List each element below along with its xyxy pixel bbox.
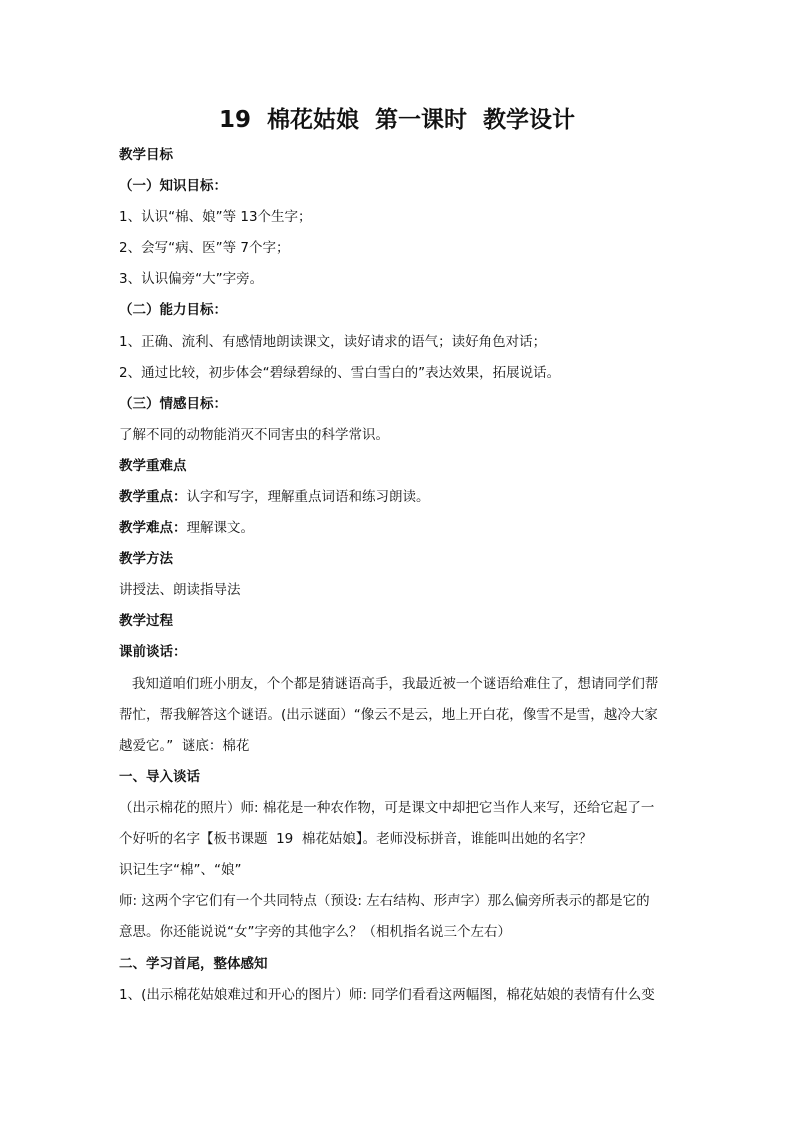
part1-heading: 一、导入谈话	[119, 769, 200, 785]
emotion-text: 了解不同的动物能消灭不同害虫的科学常识。	[119, 427, 389, 443]
key-difficult-heading: 教学重难点	[119, 458, 187, 474]
paragraph-line: 帮忙，帮我解答这个谜语。(出示谜面）“像云不是云，地上开白花，像雪不是雪，越冷大家	[119, 707, 658, 723]
part2-heading: 二、学习首尾，整体感知	[119, 956, 268, 972]
ability-heading: （二）能力目标：	[119, 302, 227, 318]
paragraph-line: 我知道咱们班小朋友，个个都是猜谜语高手，我最近被一个谜语给难住了，想请同学们帮	[119, 676, 659, 692]
knowledge-item: 1、认识“棉、娘”等 13个生字；	[119, 209, 312, 225]
paragraph-line: 识记生字“棉”、“娘”	[119, 862, 242, 878]
page-title: 19 棉花姑娘 第一课时 教学设计	[218, 107, 576, 133]
ability-item: 1、正确、流利、有感情地朗读课文，读好请求的语气；读好角色对话；	[119, 334, 547, 350]
objectives-heading: 教学目标	[119, 147, 173, 163]
pre-talk-heading: 课前谈话：	[119, 644, 187, 660]
paragraph-line: （出示棉花的照片）师: 棉花是一种农作物，可是课文中却把它当作人来写，还给它起了一	[119, 800, 655, 816]
knowledge-item: 2、会写“病、医”等 7个字；	[119, 240, 290, 256]
method-heading: 教学方法	[119, 551, 173, 567]
paragraph-line: 1、(出示棉花姑娘难过和开心的图片）师: 同学们看看这两幅图，棉花姑娘的表情有什么变	[119, 987, 655, 1003]
key-text: 认字和写字，理解重点词语和练习朗读。	[186, 489, 430, 505]
knowledge-item: 3、认识偏旁“大”字旁。	[119, 271, 264, 287]
key-label: 教学重点：	[119, 489, 187, 505]
paragraph-line: 越爱它。” 谜底：棉花	[119, 738, 250, 754]
paragraph-line: 意思。你还能说说“女”字旁的其他字么？（相机指名说三个左右）	[119, 924, 511, 940]
difficult-point-line	[119, 518, 689, 538]
difficult-text: 理解课文。	[186, 520, 254, 536]
knowledge-heading: （一）知识目标：	[119, 178, 227, 194]
emotion-heading: （三）情感目标：	[119, 396, 227, 412]
method-text: 讲授法、朗读指导法	[119, 582, 241, 598]
paragraph-line: 师: 这两个字它们有一个共同特点（预设: 左右结构、形声字）那么偏旁所表示的都是它的	[119, 893, 650, 909]
ability-item: 2、通过比较，初步体会“碧绿碧绿的、雪白雪白的”表达效果，拓展说话。	[119, 365, 561, 381]
difficult-label: 教学难点：	[119, 520, 187, 536]
process-heading: 教学过程	[119, 613, 173, 629]
paragraph-line: 个好听的名字【板书课题 19 棉花姑娘】。老师没标拼音，谁能叫出她的名字？	[119, 831, 593, 847]
key-point-line	[119, 487, 689, 507]
